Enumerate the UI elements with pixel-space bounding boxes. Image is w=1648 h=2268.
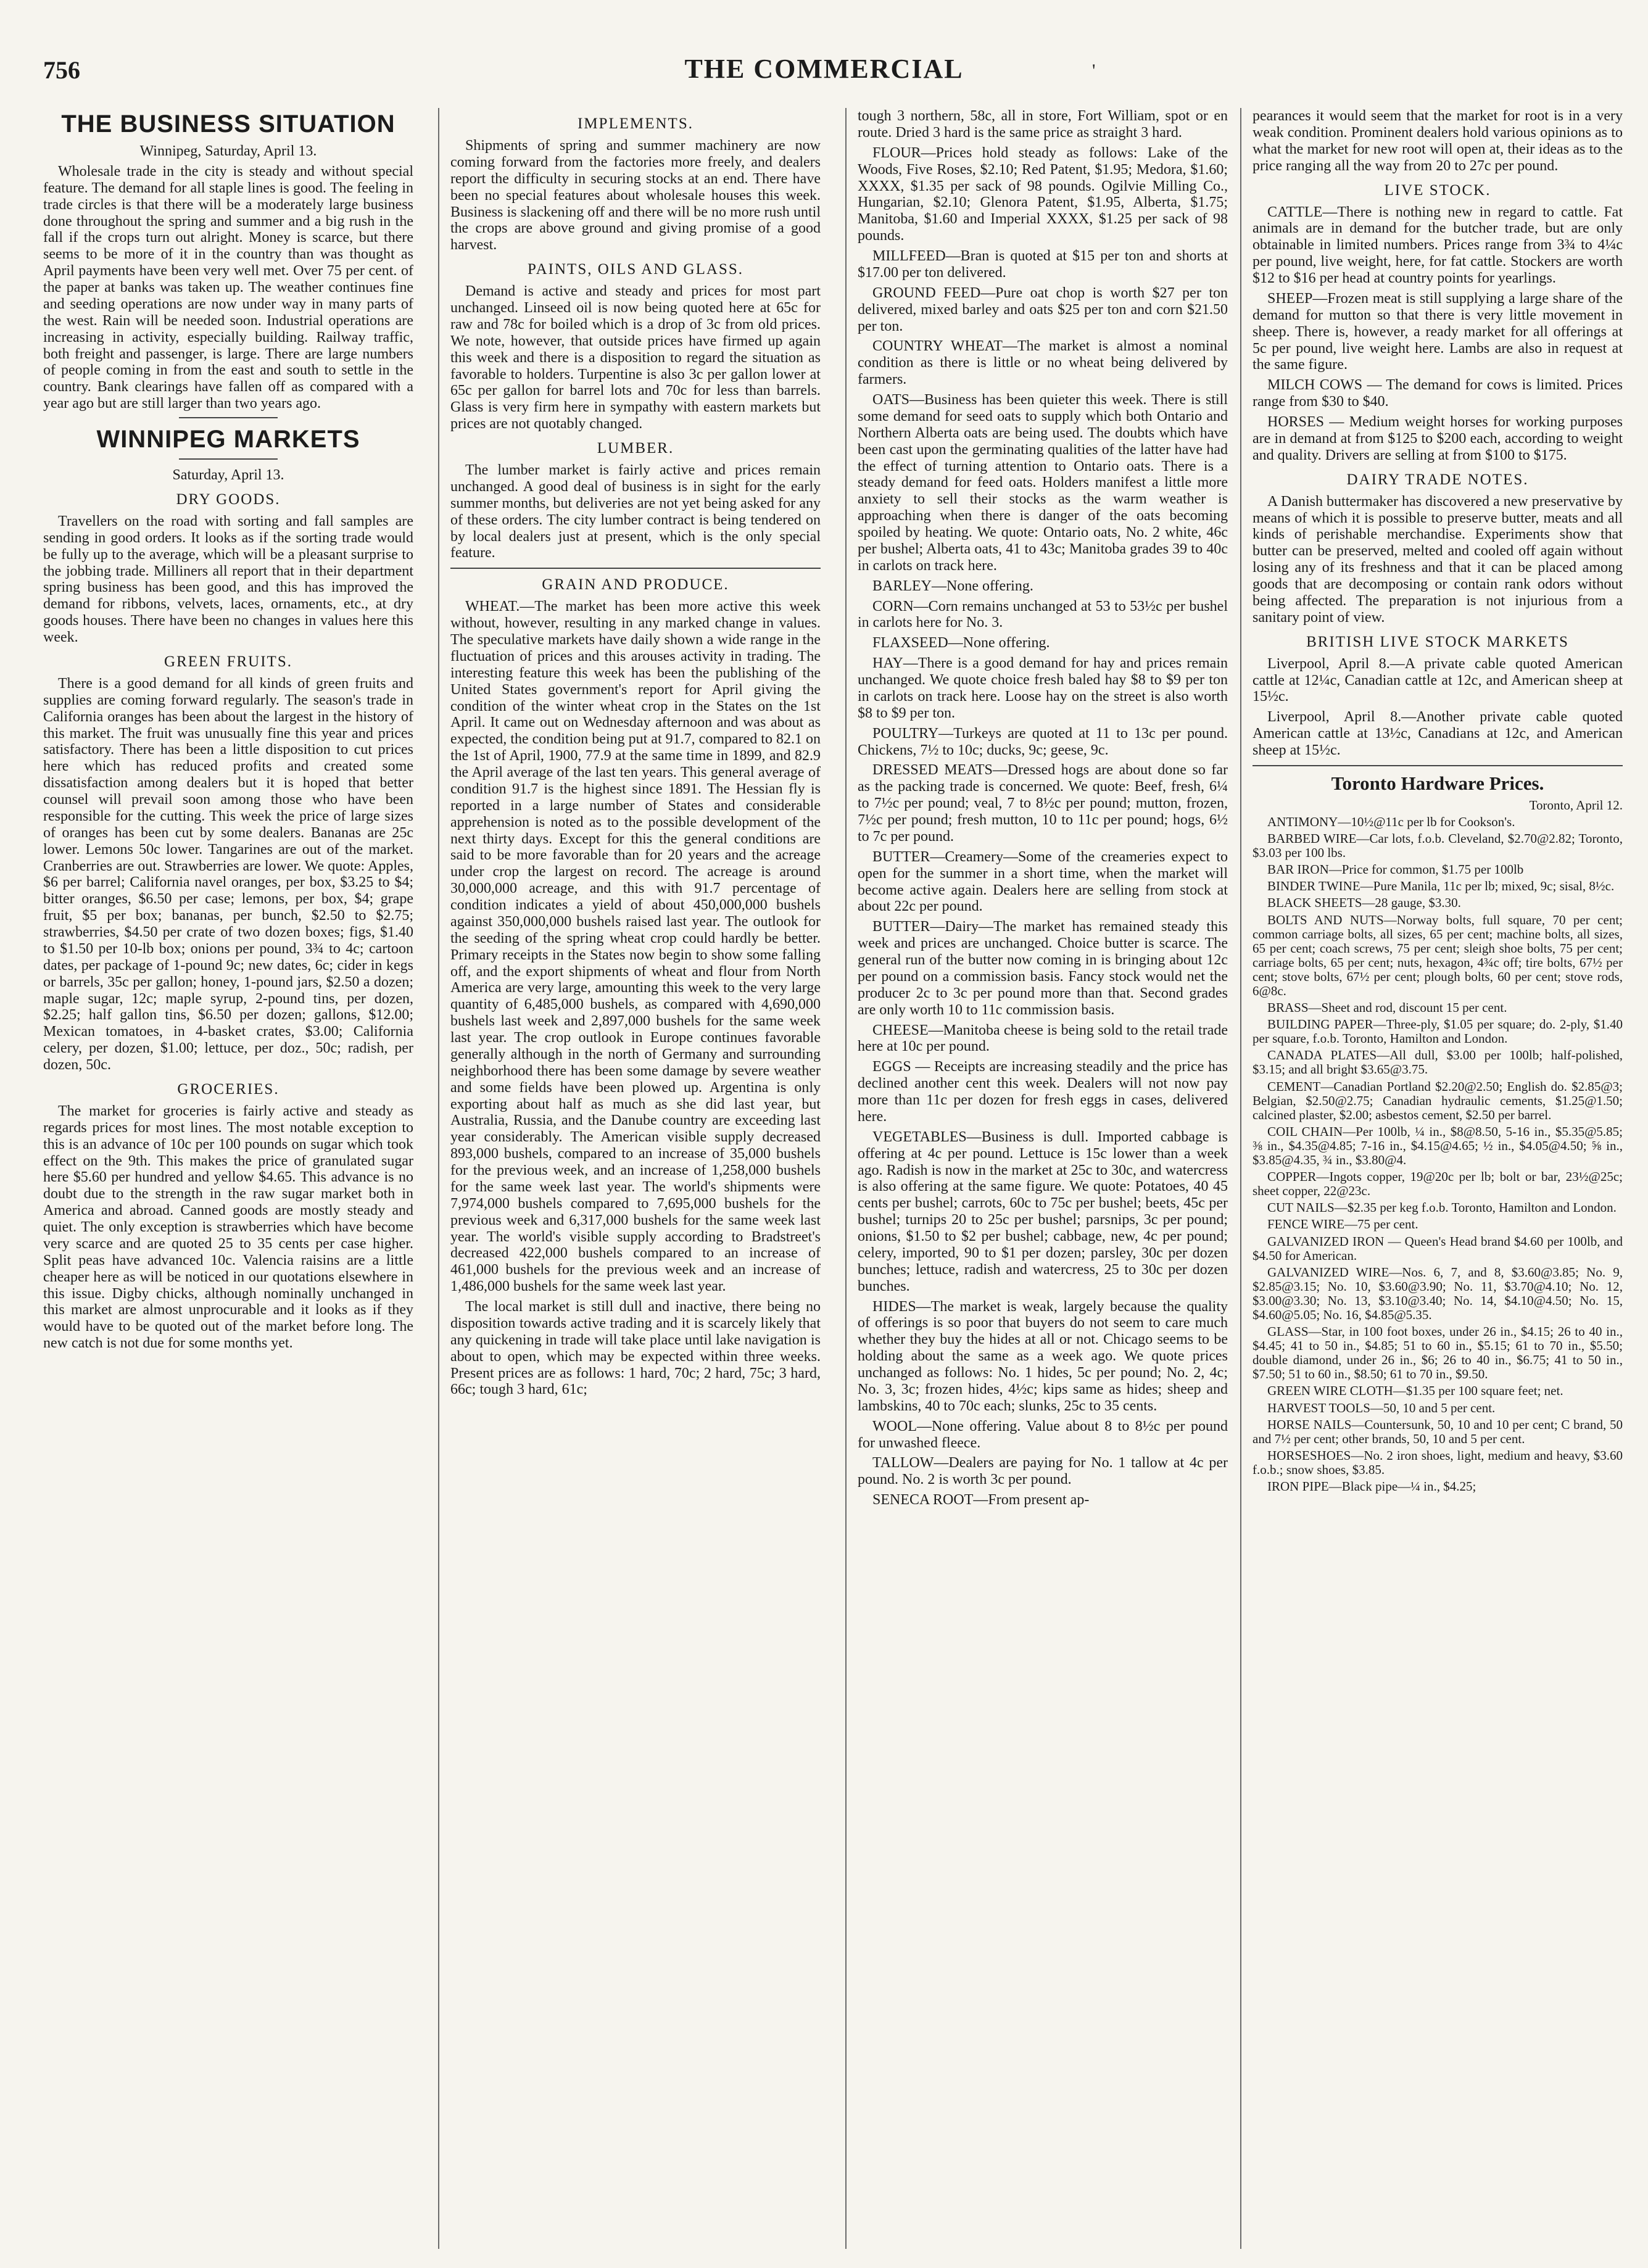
- hardware-price-list: [1253, 798, 1623, 1494]
- hardware-item: CANADA PLATES—All dull, $3.00 per 100lb; half-polished, $3.15; and all bright $3.65@3.75.: [1253, 1048, 1623, 1077]
- country-wheat-paragraph: COUNTRY WHEAT—The market is almost a nominal condition as there is little or no wheat being delivered by farmers.: [858, 338, 1228, 388]
- lumber-paragraph: The lumber market is fairly active and prices remain unchanged. A good deal of business is in sight for the early summer months, but deliveries are not yet being asked for any of these orders. The city lumber contract is being tendered on by local dealers just at present, which is the only special feature.: [450, 462, 821, 561]
- column-1: [43, 108, 413, 2249]
- tallow-paragraph: TALLOW—Dealers are paying for No. 1 tallow at 4c per pound. No. 2 is worth 3c per pound.: [858, 1455, 1228, 1488]
- hardware-item: FENCE WIRE—75 per cent.: [1267, 1217, 1418, 1232]
- butter-dairy-paragraph: BUTTER—Dairy—The market has remained steady this week and prices are unchanged. Choice butter is scarce. The general run of the butter now coming in is bringing about 12c per pound on a commission basis. Fancy stock would net the producer 2c to 3c per pound more than that. Second grades are only worth 10 to 11c commission basis.: [858, 919, 1228, 1018]
- barley-paragraph: BARLEY—None offering.: [872, 577, 1033, 594]
- sheep-paragraph: SHEEP—Frozen meat is still supplying a large share of the demand for mutton so that there is very little movement in sheep. There is, however, a ready market for all offerings at 5c per pound, live weight here. Lambs are also in request at the same figure.: [1253, 290, 1623, 373]
- hardware-item: COPPER—Ingots copper, 19@20c per lb; bolt or bar, 23½@25c; sheet copper, 22@23c.: [1253, 1169, 1623, 1199]
- hardware-item: GALVANIZED IRON — Queen's Head brand $4.60 per 100lb, and $4.50 for American.: [1253, 1233, 1623, 1263]
- section-rule: [179, 458, 278, 460]
- page-number: 756: [43, 56, 80, 84]
- hardware-item: BRASS—Sheet and rod, discount 15 per cent.: [1267, 1000, 1507, 1016]
- section-rule: [179, 417, 278, 418]
- cheese-paragraph: CHEESE—Manitoba cheese is being sold to the retail trade here at 10c per pound.: [858, 1022, 1228, 1055]
- flaxseed-paragraph: FLAXSEED—None offering.: [872, 635, 1050, 652]
- seneca-root-paragraph: SENECA ROOT—From present ap-: [872, 1492, 1090, 1509]
- british-paragraph-2: Liverpool, April 8.—Another private cable quoted American cattle at 13½c, Canadians at 12c, and American sheep at 15½c.: [1253, 709, 1623, 758]
- hardware-item: GLASS—Star, in 100 foot boxes, under 26 in., $4.15; 26 to 40 in., $4.45; 41 to 50 in., $4.85; 51 to 60 in., $5.15; 61 to 70 in., $5.50; double diamond, under 26 in., $6; 26 to 40 in., $6.75; 41 to 50 in., $7.50; 51 to 60 in., $8.50; 61 to 70 in., $9.50.: [1253, 1324, 1623, 1382]
- hardware-item: IRON PIPE—Black pipe—¼ in., $4.25;: [1267, 1479, 1476, 1494]
- dairy-notes-heading: DAIRY TRADE NOTES.: [1346, 471, 1529, 488]
- eggs-paragraph: EGGS — Receipts are increasing steadily and the price has declined another cent this week. Dealers will not now pay more than 11c per dozen for fresh eggs in cases, delivered here.: [858, 1059, 1228, 1125]
- hardware-item: BOLTS AND NUTS—Norway bolts, full square, 70 per cent; common carriage bolts, all sizes, 65 per cent; machine bolts, all sizes, 65 per cent; coach screws, 75 per cent; sleigh shoe bolts, 75 per cent; carriage bolts, 65 per cent; nuts, hexagon, 4¾c off; tire bolts, 67½ per cent; stove bolts, 67½ per cent; plough bolts, 60 per cent; stove rods, 6@8c.: [1253, 912, 1623, 998]
- dry-goods-paragraph: Travellers on the road with sorting and fall samples are sending in good orders. It looks as if the sorting trade would be fully up to the average, which will be a pleasant surprise to the jobbing trade. Milliners all report that in their department spring business has been good, and this has improved the demand for ribbons, velvets, laces, ornaments, etc., at dry goods houses. There have been no changes in values here this week.: [43, 513, 413, 645]
- hardware-item: CEMENT—Canadian Portland $2.20@2.50; English do. $2.85@3; Belgian, $2.50@2.75; Canadian hydraulic cements, $1.25@1.50; calcined plaster, $2.00; asbestos cement, $2.50 per barrel.: [1253, 1078, 1623, 1122]
- milch-cows-paragraph: MILCH COWS — The demand for cows is limited. Prices range from $30 to $40.: [1253, 377, 1623, 410]
- green-fruits-paragraph: There is a good demand for all kinds of green fruits and supplies are coming forward regularly. The season's trade in California oranges has been about the largest in the history of this market. The fruit was unusually fine this year and prices satisfactory. There has been a little disposition to cut prices here which has reduced profits and created some dissatisfaction among dealers but it is hoped that better counsel will prevail soon among those who have been responsible for the cutting. This week the price of large sizes of oranges has been cut by some dealers. Bananas are 25c lower. Lemons 50c lower. Tangarines are out of the market. Cranberries are out. Strawberries are lower. We quote: Apples, $6 per barrel; California navel oranges, per box, $3.25 to $4; bitter oranges, $6.50 per case; lemons, per box, $4; grape fruit, $5 per box; bananas, per bunch, $2.50 to $2.75; strawberries, $4.50 per crate of two dozen boxes; figs, $1.40 to $1.50 per 10-lb box; onions per pound, 3¾ to 4c; cartoon dates, per package of 1-pound 9c; new dates, 6c; cider in kegs or barrels, 35c per gallon; honey, 1-pound jars, $2.50 a dozen; maple sugar, 12c; maple syrup, 2-pound tins, per dozen, $2.25; half gallon tins, $6.50 per dozen; gallons, $12.00; Mexican tomatoes, in 4-basket crates, $3.00; California celery, per dozen, $1.00; lettuce, per doz., 50c; radish, per dozen, 50c.: [43, 675, 413, 1073]
- dairy-paragraph: A Danish buttermaker has discovered a new preservative by means of which it is possible to preserve butter, meats and all kinds of perishable merchandise. Experiments show that butter can be preserved, melted and cooled off again without losing any of its freshness and that it can be placed among goods that are decomposing or contain rank odors without being affected. The preparation is not injurious from a sanitary point of view.: [1253, 493, 1623, 626]
- paints-paragraph: Demand is active and steady and prices for most part unchanged. Linseed oil is now being quoted here at 65c for raw and 78c for boiled which is a drop of 3c from old prices. We note, however, that outside prices have firmed up again this week and there is a disposition to regard the situation as favorable to holders. Turpentine is also 3c per gallon lower at 65c per gallon for barrel lots and 70c for less than barrels. Glass is very firm here in sympathy with eastern markets but prices are not quotably changed.: [450, 283, 821, 432]
- implements-paragraph: Shipments of spring and summer machinery are now coming forward from the factories more freely, and dealers report the difficulty in securing stocks at an end. There have been no special features about wholesale houses this week. Business is slackening off and there will be no more rush until the crops are above ground and giving promise of a good harvest.: [450, 138, 821, 254]
- horses-paragraph: HORSES — Medium weight horses for working purposes are in demand at from $125 to $200 each, according to weight and quality. Drivers are selling at from $100 to $175.: [1253, 414, 1623, 463]
- hides-paragraph: HIDES—The market is weak, largely because the quality of offerings is so poor that buyers do not seem to care much whether they buy the hides at all or not. Chicago seems to be holding about the same as a week ago. We quote prices unchanged as follows: No. 1 hides, 5c per pound; No. 2, 4c; No. 3, 3c; frozen hides, 4½c; kips same as hides; sheep and lambskins, 40 to 70c each; slunks, 25c to 35 cents.: [858, 1298, 1228, 1414]
- masthead-title: THE COMMERCIAL: [684, 54, 964, 84]
- hardware-item: BUILDING PAPER—Three-ply, $1.05 per square; do. 2-ply, $1.40 per square, f.o.b. Toronto, Hamilton and London.: [1253, 1017, 1623, 1046]
- dry-goods-heading: DRY GOODS.: [176, 490, 281, 508]
- seneca-continued-paragraph: pearances it would seem that the market for root is in a very weak condition. Prominent dealers hold various opinions as to what the market for new root will open at, their ideas as to the price ranging all the way from 20 to 27c per pound.: [1253, 108, 1623, 174]
- butter-creamery-paragraph: BUTTER—Creamery—Some of the creameries expect to open for the summer in a short time, when the market will become active again. Dealers here are selling from stock at about 22c per pound.: [858, 848, 1228, 915]
- column-divider: [845, 108, 847, 2249]
- toronto-hardware-title: Toronto Hardware Prices.: [1331, 772, 1544, 794]
- hardware-item: COIL CHAIN—Per 100lb, ¼ in., $8@8.50, 5-16 in., $5.35@5.85; ⅜ in., $4.35@4.85; 7-16 in., $4.15@4.65; ½ in., $4.05@4.50; ⅝ in., $3.85@4.35, ¾ in., $3.80@4.: [1253, 1124, 1623, 1168]
- stray-mark: ': [1092, 60, 1096, 81]
- hardware-item: GREEN WIRE CLOTH—$1.35 per 100 square feet; net.: [1267, 1383, 1563, 1399]
- hardware-item: GALVANIZED WIRE—Nos. 6, 7, and 8, $3.60@3.85; No. 9, $2.85@3.15; No. 10, $3.60@3.90; No. 11, $3.70@4.10; No. 12, $3.00@3.30; No. 13, $3.10@3.40; No. 14, $4.10@4.50; No. 15, $4.60@5.05; No. 16, $4.85@5.35.: [1253, 1264, 1623, 1322]
- cattle-paragraph: CATTLE—There is nothing new in regard to cattle. Fat animals are in demand for the butcher trade, but are only obtainable in limited numbers. Prices range from 3¾ to 4¼c per pound, live weight, here, for fat cattle. Stockers are worth $12 to $16 per head at country points for yearlings.: [1253, 204, 1623, 286]
- poultry-paragraph: POULTRY—Turkeys are quoted at 11 to 13c per pound. Chickens, 7½ to 10c; ducks, 9c; geese, 9c.: [858, 725, 1228, 758]
- hardware-item: BAR IRON—Price for common, $1.75 per 100lb: [1267, 862, 1524, 877]
- winnipeg-markets-title: WINNIPEG MARKETS: [96, 426, 360, 453]
- section-rule: [1253, 765, 1623, 766]
- hardware-item: BARBED WIRE—Car lots, f.o.b. Cleveland, $2.70@2.82; Toronto, $3.03 per 100 lbs.: [1253, 831, 1623, 861]
- business-situation-title: THE BUSINESS SITUATION: [61, 110, 395, 138]
- corn-paragraph: CORN—Corn remains unchanged at 53 to 53½c per bushel in carlots here for No. 3.: [858, 598, 1228, 631]
- millfeed-paragraph: MILLFEED—Bran is quoted at $15 per ton and shorts at $17.00 per ton delivered.: [858, 248, 1228, 281]
- groceries-heading: GROCERIES.: [177, 1080, 279, 1098]
- markets-dateline: Saturday, April 13.: [172, 467, 284, 483]
- toronto-dateline: Toronto, April 12.: [1529, 797, 1623, 813]
- vegetables-paragraph: VEGETABLES—Business is dull. Imported cabbage is offering at 4c per pound. Lettuce is 15c lower than a week ago. Radish is now in the market at 25c to 30c, and watercress is also offering at the same figure. We quote: Potatoes, 40 45 cents per bushel; carrots, 60c to 75c per bushel; beets, 45c per bushel; turnips 20 to 25c per bushel; parsnips, 3c per pound; onions, $1.50 to $2 per bushel; cabbage, new, 4c per pound; celery, imported, 90 to $1 per dozen; parsley, 30c per dozen bunches; lettuce, radish and watercress, 25 to 30c per dozen bunches.: [858, 1128, 1228, 1294]
- oats-paragraph: OATS—Business has been quieter this week. There is still some demand for seed oats to supply which both Ontario and Northern Alberta oats are being used. The doubts which have been cast upon the germinating qualities of the latter have had the effect of turning attention to Ontario oats. There is a steady demand for feed oats. Holders manifest a little more anxiety to sell their stocks as the warm weather is approaching when there is danger of the oats becoming spoiled by heating. We quote: Ontario oats, No. 2 white, 46c per bushel; Alberta oats, 41 to 43c; Manitoba grades 39 to 40c in carlots on track here.: [858, 392, 1228, 574]
- paints-heading: PAINTS, OILS AND GLASS.: [528, 261, 743, 278]
- grain-produce-heading: GRAIN AND PRODUCE.: [542, 576, 729, 594]
- local-market-paragraph: The local market is still dull and inactive, there being no disposition towards active trading and it is scarcely likely that any quickening in trade will take place until lake navigation is about to open, which may be expected within three weeks. Present prices are as follows: 1 hard, 70c; 2 hard, 75c; 3 hard, 66c; tough 3 hard, 61c;: [450, 1299, 821, 1398]
- hardware-item: HARVEST TOOLS—50, 10 and 5 per cent.: [1267, 1400, 1496, 1415]
- column-divider: [1240, 108, 1241, 2249]
- business-paragraph: Wholesale trade in the city is steady and without special feature. The demand for all staple lines is good. The feeling in trade circles is that there will be a moderately large business done throughout the spring and summer and a big rush in the fall if the crops turn out alright. Money is scarce, but there seems to be more of it in the country than was thought as April payments have been very well met. Over 75 per cent. of the paper at banks was taken up. The weather continues fine and seeding operations are now under way in many parts of the west. Rain will be needed soon. Industrial operations are increasing in activity, especially building. Railway traffic, both freight and passenger, is large. There are large numbers of people coming in from the east and south to settle in the country. Bank clearings have fallen off as compared with a year ago but are still larger than two years ago.: [43, 163, 413, 412]
- british-paragraph-1: Liverpool, April 8.—A private cable quoted American cattle at 12¼c, Canadian cattle at 12c, and American sheep at 15½c.: [1253, 655, 1623, 705]
- wool-paragraph: WOOL—None offering. Value about 8 to 8½c per pound for unwashed fleece.: [858, 1418, 1228, 1451]
- hardware-item: BINDER TWINE—Pure Manila, 11c per lb; mixed, 9c; sisal, 8½c.: [1267, 879, 1615, 894]
- column-4: [1253, 108, 1623, 2249]
- business-dateline: Winnipeg, Saturday, April 13.: [139, 143, 317, 159]
- hardware-item: ANTIMONY—10½@11c per lb for Cookson's.: [1267, 814, 1515, 829]
- hardware-item: BLACK SHEETS—28 gauge, $3.30.: [1267, 895, 1461, 911]
- ground-feed-paragraph: GROUND FEED—Pure oat chop is worth $27 per ton delivered, mixed barley and oats $25 per ton and corn $21.50 per ton.: [858, 284, 1228, 334]
- column-3: [858, 108, 1228, 2249]
- hardware-item: HORSESHOES—No. 2 iron shoes, light, medium and heavy, $3.60 f.o.b.; snow shoes, $3.85.: [1253, 1447, 1623, 1477]
- wheat-paragraph: WHEAT.—The market has been more active this week without, however, resulting in any marked change in values. The speculative markets have daily shown a wide range in the fluctuation of prices and this arouses activity in trading. The interesting feature this week has been the publishing of the United States government's report for April giving the condition of the winter wheat crop in the States on the 1st April. It came out on Wednesday afternoon and was about as expected, the condition being put at 91.7, compared to 82.1 on the 1st of April, 1900, 77.9 at the same time in 1899, and 82.9 the April average of the last ten years. This general average of condition 91.7 is the highest since 1891. The Hessian fly is reported in a large number of States and considerable apprehension is noted as to the possible development of the next thirty days. Except for this the general conditions are said to be more favorable than for 20 years and the acreage under crop the largest on record. The acreage is around 30,000,000 acreage, and this with 91.7 percentage of condition indicates a yield of about 450,000,000 bushels against 350,000,000 bushels raised last year. The outlook for the seeding of the spring wheat crop could hardly be better. Primary receipts in the States now begin to show some falling off, and the export shipments of wheat and flour from North America are very large, amounting this week to the very large quantity of 6,485,000 bushels, as compared with 4,690,000 bushels last week and 2,897,000 bushels for the same week last year. The crop outlook in Europe continues favorable generally although in the north of Germany and surrounding neighborhood there has been some damage by severe weather and some fields have been plowed up. Argentina is only exporting about half as much as she did last year, but Australia, Russia, and the Danube country are exceeding last year considerably. The American visible supply decreased 893,000 bushels, compared to an increase of 35,000 bushels for the previous week, and an increase of 1,258,000 bushels for the same week last year. The world's shipments were 7,974,000 bushels compared to 7,695,000 bushels for the previous week and 6,317,000 bushels for the same week last year. The world's visible supply according to Bradstreet's decreased 422,000 bushels compared to an increase of 461,000 bushels for the previous week and an increase of 1,486,000 bushels for the same week last year.: [450, 598, 821, 1295]
- british-live-stock-heading: BRITISH LIVE STOCK MARKETS: [1306, 633, 1569, 650]
- dressed-meats-paragraph: DRESSED MEATS—Dressed hogs are about done so far as the packing trade is concerned. We quote: Beef, fresh, 6¼ to 7½c per pound; veal, 7 to 8½c per pound; mutton, frozen, 7½c per pound; fresh mutton, 10 to 11c per pound; hogs, 6½ to 7c per pound.: [858, 762, 1228, 845]
- hardware-item: CUT NAILS—$2.35 per keg f.o.b. Toronto, Hamilton and London.: [1267, 1200, 1617, 1215]
- column-2: [450, 108, 821, 2249]
- page-header: [43, 56, 1605, 93]
- live-stock-heading: LIVE STOCK.: [1384, 181, 1491, 199]
- section-rule: [450, 568, 821, 569]
- flour-paragraph: FLOUR—Prices hold steady as follows: Lake of the Woods, Five Roses, $2.10; Red Patent, $1.95; Medora, $1.60; XXXX, $1.35 per sack of 98 pounds. Ogilvie Milling Co., Hungarian, $2.10; Glenora Patent, $1.95, Alberta, $1.75; Manitoba, $1.60 and Imperial XXXX, $1.25 per sack of 98 pounds.: [858, 144, 1228, 244]
- implements-heading: IMPLEMENTS.: [578, 115, 694, 132]
- column-divider: [438, 108, 439, 2249]
- green-fruits-heading: GREEN FRUITS.: [164, 653, 292, 670]
- groceries-paragraph: The market for groceries is fairly active and steady as regards prices for most lines. The most notable exception to this is an advance of 10c per 100 pounds on sugar which took effect on the 9th. This makes the price of granulated sugar here $5.60 per hundred and yellow $4.65. This advance is no doubt due to the strength in the raw sugar market both in America and abroad. Canned goods are mostly steady and quiet. The only exception is strawberries which have become very scarce and are quoted 25 to 35 cents per case higher. Split peas have advanced 10c. Valencia raisins are a little cheaper here as will be noticed in our quotations elsewhere in this issue. Digby chicks, although nominally unchanged in this market are almost unprocurable and it looks as if they would have to be quoted out of the market before long. The new catch is not due for some months yet.: [43, 1103, 413, 1352]
- hay-paragraph: HAY—There is a good demand for hay and prices remain unchanged. We quote choice fresh baled hay $8 to $9 per ton in carlots on track here. Loose hay on the street is also worth $8 to $9 per ton.: [858, 655, 1228, 721]
- wheat-continued-paragraph: tough 3 northern, 58c, all in store, Fort William, spot or en route. Dried 3 hard is the same price as straight 3 hard.: [858, 108, 1228, 141]
- hardware-item: HORSE NAILS—Countersunk, 50, 10 and 10 per cent; C brand, 50 and 7½ per cent; other brands, 50, 10 and 5 per cent.: [1253, 1417, 1623, 1446]
- lumber-heading: LUMBER.: [597, 440, 674, 457]
